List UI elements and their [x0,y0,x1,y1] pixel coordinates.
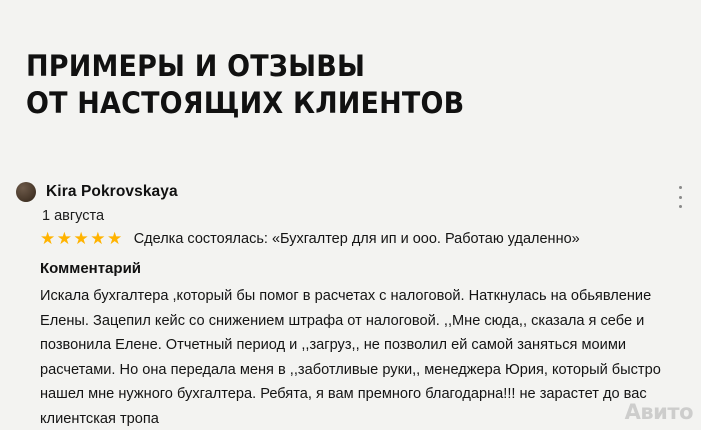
review-deal-text: Сделка состоялась: «Бухгалтер для ип и ооо. Работаю удаленно» [133,230,580,247]
star-rating-icon: ★★★★★ [40,229,124,248]
review-comment-text: Искала бухгалтера ,который бы помог в расчетах с налоговой. Наткнулась на обьявление Елены. Зацепил кейс со снижением штрафа от налоговой. ,,Мне сюда,, сказала я себе и позвонила Елене. Отчетный период и ,,загруз,, не позволил ей самой заняться моими расчетами. Но она передала меня в ,,заботливые руки,, менеджера Юрия, который быстро нашел мне нужного бухгалтера. Ребята, я вам премного благодарна!!! не зарастет до вас клиентская тропа [40,288,661,427]
page-title-line-2: ОТ НАСТОЯЩИХ КЛИЕНТОВ [26,86,465,120]
kebab-menu-icon[interactable] [673,184,687,210]
review-comment-label: Комментарий [40,260,142,277]
review-date: 1 августа [42,208,105,224]
page-title-line-1: ПРИМЕРЫ И ОТЗЫВЫ [26,49,366,83]
watermark-label: Авито [624,400,693,424]
review-author-name[interactable]: Kira Pokrovskaya [46,183,178,200]
kebab-dot [679,205,682,208]
page-title [26,48,666,122]
avatar-icon [16,182,36,202]
kebab-dot [679,196,682,199]
review-rating-row [40,230,580,247]
kebab-dot [679,186,682,189]
review-card [0,172,701,430]
review-author-row [16,182,178,202]
